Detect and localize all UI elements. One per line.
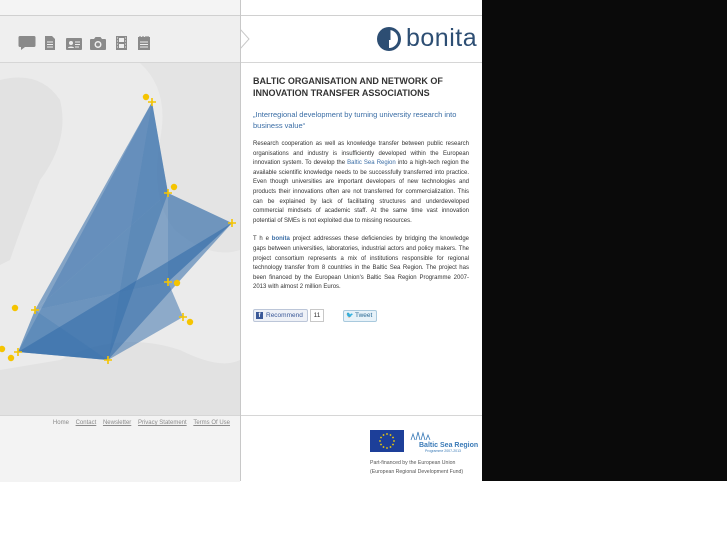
footer-link-terms[interactable]: Terms Of Use — [193, 420, 230, 426]
facebook-icon: f — [256, 312, 263, 319]
funding-note — [370, 459, 463, 477]
camera-icon[interactable] — [89, 35, 107, 51]
paragraph-1-text-end: into a high-tech region the available scientific knowledge needs to be successfully transferred into practice. Even though universities are important developers of new technologies and products their innovations often are not transferred for commercialization. This can be explained by lack of facilitating structures and underdeveloped commercial mindsets of academic staff. At the same time vast innovation potential of SMEs is not exploited due to missing resources. — [253, 160, 469, 224]
article-paragraph-1 — [253, 140, 469, 226]
article-paragraph-2 — [253, 235, 469, 293]
footer-navigation — [48, 420, 230, 426]
footer-link-contact[interactable]: Contact — [75, 420, 97, 426]
programme-label: Programme 2007-2013 — [425, 449, 461, 453]
article-subtitle: „Interregional development by turning university research into business value“ — [253, 110, 457, 130]
bonita-logo-icon[interactable] — [376, 26, 402, 52]
eu-flag-icon — [370, 430, 404, 452]
article-title: BALTIC ORGANISATION AND NETWORK OF INNOVATION TRANSFER ASSOCIATIONS — [253, 76, 443, 98]
footer-link-privacy[interactable]: Privacy Statement — [137, 420, 187, 426]
facebook-recommend-button[interactable] — [253, 309, 308, 322]
paragraph-2-prefix: T h e — [253, 236, 272, 243]
twitter-bird-icon: 🐦 — [346, 313, 354, 319]
paragraph-2-text: project addresses these deficiencies by bridging the knowledge gaps between universities, laboratories, industrial actors and policy makers. The project consortium represents a mix of institutions responsible for regional technology transfer from 8 countries in the Baltic Sea Region. The project has been financed by the European Union's Baltic Sea Region Programme 2007-2013 with almost 2 million Euros. — [253, 236, 469, 291]
funding-line-1: Part-financed by the European Union — [370, 460, 456, 466]
vertical-divider — [240, 0, 241, 481]
arrow-notch-icon — [240, 29, 250, 49]
footer-link-newsletter[interactable]: Newsletter — [102, 420, 132, 426]
baltic-network-map — [0, 63, 240, 415]
footer-link-home[interactable]: Home — [52, 420, 69, 426]
funding-line-2: (European Regional Development Fund) — [370, 469, 464, 475]
background-black — [482, 0, 727, 481]
document-icon[interactable] — [44, 35, 56, 51]
network-graphic — [0, 63, 240, 415]
footer-left — [0, 415, 240, 482]
film-icon[interactable] — [115, 35, 128, 51]
tweet-label: Tweet — [355, 312, 373, 319]
speech-bubble-icon[interactable] — [18, 35, 36, 51]
notepad-icon[interactable] — [137, 35, 151, 51]
paragraph-1-text-start: Research cooperation as well as knowledge transfer between public research organisations and industry is insufficiently developed within the European innovation system. To develop the — [253, 141, 469, 167]
id-card-icon[interactable] — [65, 35, 83, 51]
article — [253, 75, 469, 293]
recommend-count: 11 — [310, 309, 324, 322]
bonita-inline-brand: bonita — [271, 236, 290, 243]
logo-bar — [241, 16, 482, 63]
bonita-logo-text[interactable]: bonita — [406, 24, 478, 52]
footer-right — [241, 415, 482, 482]
baltic-sea-region-label: Baltic Sea Region — [419, 442, 479, 449]
baltic-sea-region-link[interactable]: Baltic Sea Region — [347, 160, 396, 167]
recommend-label: Recommend — [266, 311, 303, 319]
icon-toolbar — [0, 16, 240, 63]
tweet-button[interactable] — [343, 310, 377, 322]
